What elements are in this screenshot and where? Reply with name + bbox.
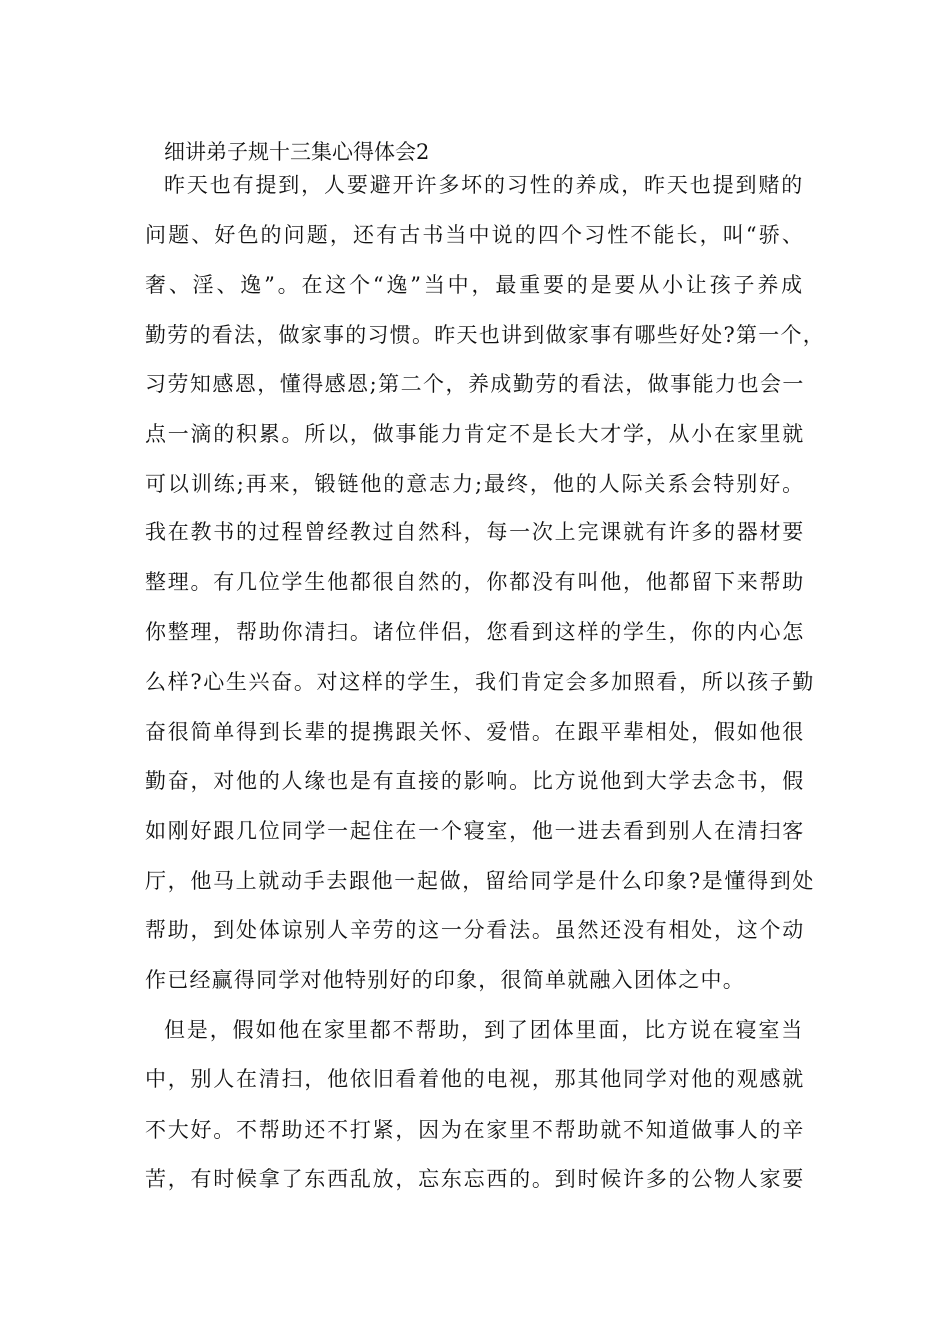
text-line: 不大好。不帮助还不打紧，因为在家里不帮助就不知道做事人的辛 (145, 1118, 806, 1142)
text-line: 苦，有时候拿了东西乱放，忘东忘西的。到时候许多的公物人家要 (145, 1167, 806, 1191)
text-line: 昨天也有提到，人要避开许多坏的习性的养成，昨天也提到赌的 (164, 173, 805, 197)
text-line: 作已经赢得同学对他特别好的印象，很简单就融入团体之中。 (145, 968, 745, 992)
text-line: 帮助，到处体谅别人辛劳的这一分看法。虽然还没有相处，这个动 (145, 918, 806, 942)
text-line: 习劳知感恩，懂得感恩;第二个，养成勤劳的看法，做事能力也会一 (145, 372, 805, 396)
text-line: 问题、好色的问题，还有古书当中说的四个习性不能长，叫“骄、 (145, 223, 805, 247)
text-line: 勤劳的看法，做家事的习惯。昨天也讲到做家事有哪些好处?第一个， (145, 323, 826, 347)
text-line: 我在教书的过程曾经教过自然科，每一次上完课就有许多的器材要 (145, 520, 806, 544)
text-line: 如刚好跟几位同学一起住在一个寝室，他一进去看到别人在清扫客 (145, 819, 806, 843)
text-line: 奋很简单得到长辈的提携跟关怀、爱惜。在跟平辈相处，假如他很 (145, 720, 806, 744)
text-line: 整理。有几位学生他都很自然的，你都没有叫他，他都留下来帮助 (145, 570, 806, 594)
text-line: 厅，他马上就动手去跟他一起做，留给同学是什么印象?是懂得到处 (145, 869, 816, 893)
text-line: 你整理，帮助你清扫。诸位伴侣，您看到这样的学生，你的内心怎 (145, 620, 806, 644)
text-line: 奢、淫、逸”。在这个“逸”当中，最重要的是要从小让孩子养成 (145, 273, 805, 297)
text-line: 么样?心生兴奋。对这样的学生，我们肯定会多加照看，所以孩子勤 (145, 670, 816, 694)
text-line: 可以训练;再来，锻链他的意志力;最终，他的人际关系会特别好。 (145, 472, 806, 496)
text-line: 但是，假如他在家里都不帮助，到了团体里面，比方说在寝室当 (164, 1018, 805, 1042)
document-title: 细讲弟子规十三集心得体会2 (164, 140, 430, 164)
text-line: 中，别人在清扫，他依旧看着他的电视，那其他同学对他的观感就 (145, 1067, 806, 1091)
text-line: 点一滴的积累。所以，做事能力肯定不是长大才学，从小在家里就 (145, 422, 806, 446)
text-line: 勤奋，对他的人缘也是有直接的影响。比方说他到大学去念书，假 (145, 769, 806, 793)
